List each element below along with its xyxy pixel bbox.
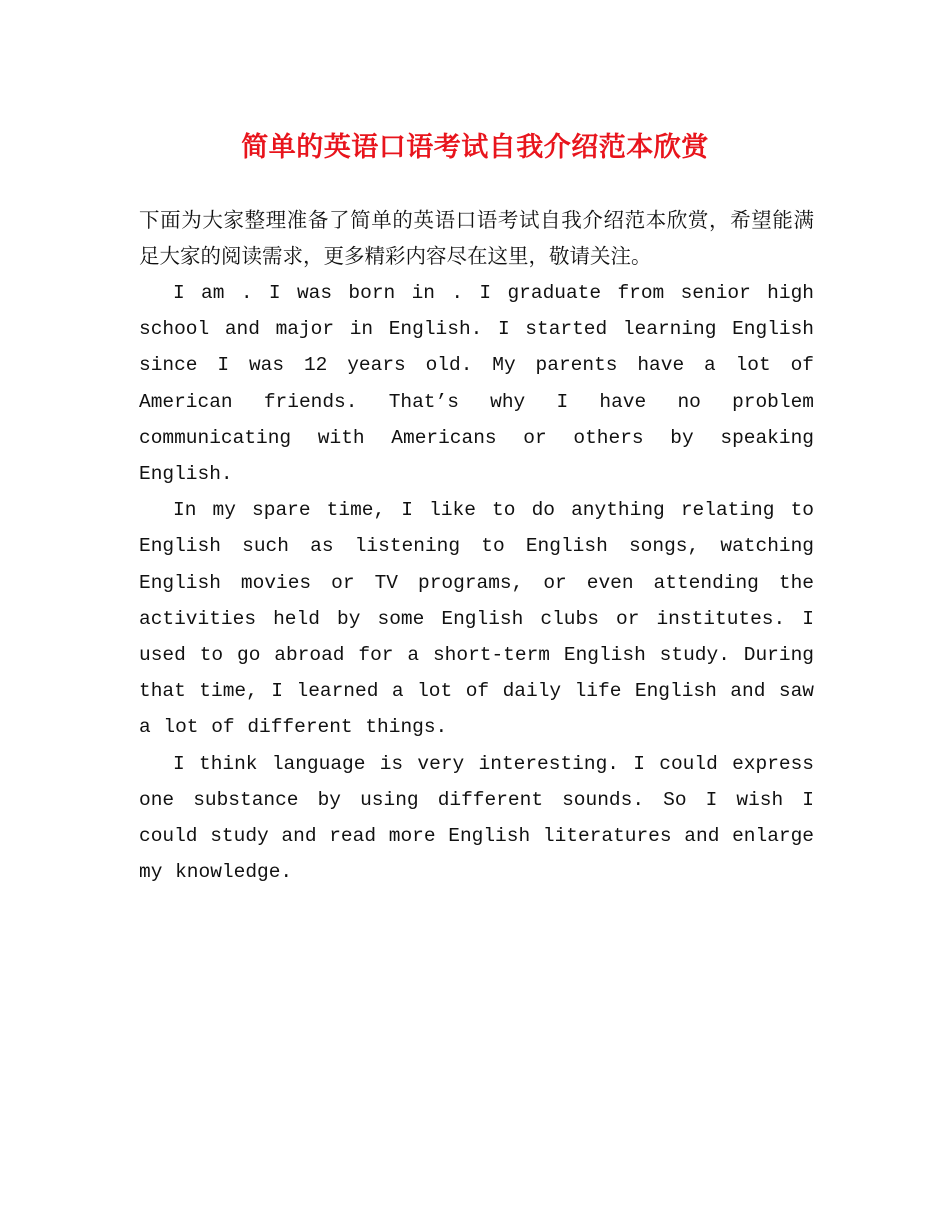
body-paragraph-1: I am . I was born in . I graduate from senior high school and major in English. I started learning English since I was 12 years old. My parents have a lot of American friends. That’s why I have no problem communicating with Americans or others by speaking English. (139, 282, 814, 486)
intro-paragraph: 下面为大家整理准备了简单的英语口语考试自我介绍范本欣赏，希望能满足大家的阅读需求，更多精彩内容尽在这里，敬请关注。 (139, 208, 814, 268)
document-title: 简单的英语口语考试自我介绍范本欣赏 (241, 132, 709, 163)
body-paragraph-2: In my spare time, I like to do anything relating to English such as listening to English songs, watching English movies or TV programs, or even attending the activities held by some English clubs or institutes. I used to go abroad for a short-term English study. During that time, I learned a lot of daily life English and saw a lot of different things. (139, 499, 814, 739)
document-body (139, 275, 814, 890)
body-paragraph-3: I think language is very interesting. I could express one substance by using different sounds. So I wish I could study and read more English literatures and enlarge my knowledge. (139, 752, 815, 884)
